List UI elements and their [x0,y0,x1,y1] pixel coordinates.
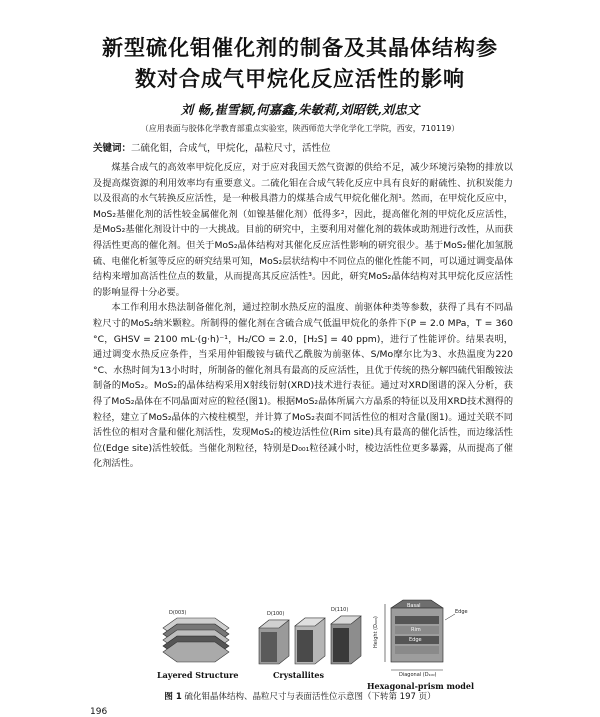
crystallites-graphic [259,616,361,664]
paragraph-1: 煤基合成气的高效率甲烷化反应，对于应对我国天然气资源的供给不足，减少环境污染物的排放以及提高煤资源的利用效率均有重要意义。二硫化钼在合成气转化反应中具有良好的耐硫性、抗积炭能力以及很高的水气转换反应活性，是一种极具潜力的煤基合成气甲烷化催化剂¹。然而，在甲烷化反应中，MoS₂基催化剂的活性较金属催化剂（如镍基催化剂）低得多²，因此，提高催化剂的甲烷化反应活性，是MoS₂基催化剂设计中的一大挑战。目前的研究中，主要利用对催化剂的载体或助剂进行改性，从而获得活性更高的催化剂。但关于MoS₂晶体结构对其催化反应活性影响的研究很少。基于MoS₂催化加氢脱硫、电催化析氢等反应的研究结果可知，MoS₂层状结构中不同位点的催化性能不同，可以通过调变晶体结构来增加高活性位点的数量，从而提高其反应活性³。因此，研究MoS₂晶体结构对其甲烷化反应活性的影响显得十分必要。 [93,162,513,298]
paragraph-2: 本工作利用水热法制备催化剂，通过控制水热反应的温度、前驱体种类等参数，获得了具有不同晶粒尺寸的MoS₂纳米颗粒。所制得的催化剂在含硫合成气低温甲烷化的条件下(P = 2.0 MPa，T = 360 °C，GHSV = 2100 mL·(g·h)⁻¹，H₂/CO = 2.0，[H₂S] = 40 ppm)，进行了性能评价。结果表明，通过调变水热反应条件，当采用仲钼酸铵与硫代乙酰胺为前驱体、S/Mo摩尔比为3、水热温度为220 °C、水热时间为13小时时，所制备的催化剂具有最高的反应活性，且优于传统的热分解四硫代钼酸铵法制备的MoS₂。MoS₂的晶体结构采用X射线衍射(XRD)技术进行表征。通过对XRD图谱的深入分析，获得了MoS₂晶体在不同晶面对应的粒径(图1)。根据MoS₂晶体所属六方晶系的特征以及用XRD技术测得的粒径，建立了MoS₂晶体的六棱柱模型，并计算了MoS₂表面不同活性位的相对含量(图1)。通过关联不同活性位的相对含量和催化剂活性，发现MoS₂的棱边活性位(Rim site)具有最高的催化活性，而边缘活性位(Edge site)活性较低。当催化剂粒径，特别是D₀₀₁粒径减小时，棱边活性位更多暴露，从而提高了催化剂活性。 [93,302,513,470]
tag-basal: Basal [407,603,421,609]
keywords-label: 关键词： [93,143,132,154]
tag-diagonal: Diagonal (D₁₀₀) [399,672,437,678]
affiliation: （应用表面与胶体化学教育部重点实验室，陕西师范大学化学化工学院，西安，710119） [140,124,460,133]
main-text [93,160,513,472]
paper-title-line-2: 数对合成气甲烷化反应活性的影响 [135,67,465,91]
keywords [93,140,533,154]
tag-d100: D(100) [267,611,285,617]
tag-edge-inner: Edge [409,637,422,643]
tag-rim: Rim [411,627,421,633]
layered-structure-graphic [163,618,229,662]
paper-title-line-1: 新型硫化钼催化剂的制备及其晶体结构参 [102,36,498,60]
figure-1 [155,590,475,690]
label-hexagonal-prism: Hexagonal-prism model [367,681,475,691]
tag-d110: D(110) [331,607,349,613]
caption-text: 硫化钼晶体结构、晶粒尺寸与表面活性位示意图（下转第 197 页） [184,692,436,702]
label-crystallites: Crystallites [273,670,325,680]
page-number: 196 [90,707,108,717]
keywords-text: 二硫化钼，合成气，甲烷化，晶粒尺寸，活性位 [131,143,331,154]
figure-caption [0,690,600,702]
tag-edge-outer: Edge [455,609,468,615]
author-list: 刘 畅,崔雪颖,何嘉鑫,朱敏莉,刘昭铁,刘忠文 [180,102,420,117]
tag-d003: D(003) [169,610,187,616]
caption-label: 图 1 [164,692,182,702]
tag-height: Height (D₀₀₃) [373,616,379,648]
label-layered-structure: Layered Structure [157,670,239,680]
hexagonal-prism-graphic [385,600,455,670]
